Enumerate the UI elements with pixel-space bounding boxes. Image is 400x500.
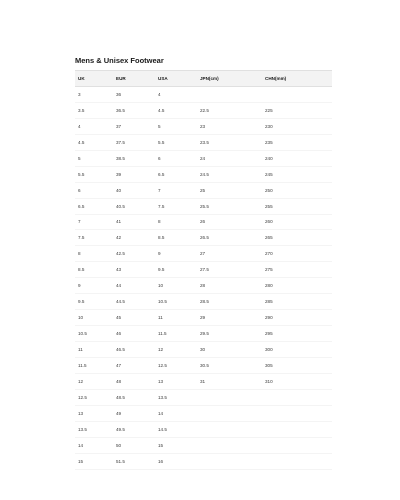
header-eur: EUR xyxy=(113,71,155,87)
cell-jpn: 31 xyxy=(197,373,262,389)
cell-eur: 40.5 xyxy=(113,198,155,214)
cell-uk: 9 xyxy=(75,278,113,294)
cell-jpn: 25 xyxy=(197,182,262,198)
cell-uk: 8 xyxy=(75,246,113,262)
header-jpn: JPN(cm) xyxy=(197,71,262,87)
cell-eur: 42 xyxy=(113,230,155,246)
cell-eur: 47 xyxy=(113,357,155,373)
cell-chn xyxy=(262,437,332,453)
cell-usa: 13.5 xyxy=(155,389,197,405)
cell-chn: 275 xyxy=(262,262,332,278)
cell-jpn xyxy=(197,389,262,405)
header-usa: USA xyxy=(155,71,197,87)
cell-uk: 11.5 xyxy=(75,357,113,373)
cell-eur: 41 xyxy=(113,214,155,230)
size-chart-title: Mens & Unisex Footwear xyxy=(75,56,164,65)
table-row xyxy=(75,230,332,246)
table-row xyxy=(75,246,332,262)
cell-usa: 5 xyxy=(155,118,197,134)
table-row xyxy=(75,453,332,469)
cell-chn: 285 xyxy=(262,294,332,310)
cell-uk: 5.5 xyxy=(75,166,113,182)
cell-usa: 11.5 xyxy=(155,326,197,342)
cell-chn: 280 xyxy=(262,278,332,294)
table-row xyxy=(75,342,332,358)
cell-jpn: 27 xyxy=(197,246,262,262)
cell-uk: 7 xyxy=(75,214,113,230)
table-row xyxy=(75,437,332,453)
cell-jpn: 30 xyxy=(197,342,262,358)
cell-eur: 48 xyxy=(113,373,155,389)
cell-eur: 39 xyxy=(113,166,155,182)
cell-chn: 245 xyxy=(262,166,332,182)
table-row xyxy=(75,326,332,342)
cell-chn: 300 xyxy=(262,342,332,358)
table-row xyxy=(75,310,332,326)
cell-jpn xyxy=(197,405,262,421)
table-row xyxy=(75,357,332,373)
cell-chn: 255 xyxy=(262,198,332,214)
header-row xyxy=(75,71,332,87)
cell-usa: 13 xyxy=(155,373,197,389)
cell-usa: 10 xyxy=(155,278,197,294)
cell-jpn: 23 xyxy=(197,118,262,134)
cell-eur: 49.5 xyxy=(113,421,155,437)
cell-jpn: 26.5 xyxy=(197,230,262,246)
cell-eur: 46 xyxy=(113,326,155,342)
table-row xyxy=(75,278,332,294)
cell-jpn: 28 xyxy=(197,278,262,294)
cell-usa: 9 xyxy=(155,246,197,262)
cell-usa: 9.5 xyxy=(155,262,197,278)
cell-chn: 290 xyxy=(262,310,332,326)
cell-eur: 36 xyxy=(113,87,155,103)
cell-usa: 5.5 xyxy=(155,134,197,150)
cell-chn: 310 xyxy=(262,373,332,389)
cell-chn xyxy=(262,405,332,421)
cell-usa: 8 xyxy=(155,214,197,230)
cell-jpn xyxy=(197,87,262,103)
table-row xyxy=(75,214,332,230)
cell-jpn: 26 xyxy=(197,214,262,230)
cell-chn xyxy=(262,421,332,437)
size-chart xyxy=(75,55,332,470)
table-row xyxy=(75,118,332,134)
cell-eur: 42.5 xyxy=(113,246,155,262)
cell-usa: 7 xyxy=(155,182,197,198)
cell-usa: 7.5 xyxy=(155,198,197,214)
cell-uk: 6 xyxy=(75,182,113,198)
cell-uk: 9.5 xyxy=(75,294,113,310)
header-chn: CHN(mm) xyxy=(262,71,332,87)
cell-usa: 16 xyxy=(155,453,197,469)
table-row xyxy=(75,150,332,166)
size-table xyxy=(75,70,332,470)
table-row xyxy=(75,373,332,389)
cell-jpn: 24 xyxy=(197,150,262,166)
cell-chn: 265 xyxy=(262,230,332,246)
cell-chn: 230 xyxy=(262,118,332,134)
size-table-header xyxy=(75,71,332,87)
cell-chn: 295 xyxy=(262,326,332,342)
cell-uk: 8.5 xyxy=(75,262,113,278)
cell-usa: 12.5 xyxy=(155,357,197,373)
cell-usa: 12 xyxy=(155,342,197,358)
cell-chn: 270 xyxy=(262,246,332,262)
cell-eur: 38.5 xyxy=(113,150,155,166)
cell-uk: 15 xyxy=(75,453,113,469)
table-row xyxy=(75,87,332,103)
size-table-body xyxy=(75,87,332,470)
table-row xyxy=(75,182,332,198)
cell-jpn: 23.5 xyxy=(197,134,262,150)
cell-usa: 4.5 xyxy=(155,102,197,118)
cell-jpn xyxy=(197,421,262,437)
cell-jpn xyxy=(197,453,262,469)
cell-uk: 12 xyxy=(75,373,113,389)
cell-jpn: 27.5 xyxy=(197,262,262,278)
cell-jpn xyxy=(197,437,262,453)
table-row xyxy=(75,389,332,405)
cell-eur: 43 xyxy=(113,262,155,278)
cell-jpn: 25.5 xyxy=(197,198,262,214)
cell-uk: 4 xyxy=(75,118,113,134)
cell-chn: 240 xyxy=(262,150,332,166)
cell-jpn: 30.5 xyxy=(197,357,262,373)
cell-uk: 14 xyxy=(75,437,113,453)
table-row xyxy=(75,405,332,421)
cell-usa: 15 xyxy=(155,437,197,453)
cell-usa: 6 xyxy=(155,150,197,166)
cell-uk: 4.5 xyxy=(75,134,113,150)
cell-eur: 49 xyxy=(113,405,155,421)
cell-uk: 3 xyxy=(75,87,113,103)
cell-chn: 260 xyxy=(262,214,332,230)
cell-chn: 305 xyxy=(262,357,332,373)
cell-chn xyxy=(262,389,332,405)
cell-jpn: 29 xyxy=(197,310,262,326)
cell-uk: 7.5 xyxy=(75,230,113,246)
cell-uk: 13.5 xyxy=(75,421,113,437)
cell-uk: 3.5 xyxy=(75,102,113,118)
table-row xyxy=(75,294,332,310)
cell-jpn: 29.5 xyxy=(197,326,262,342)
cell-eur: 37.5 xyxy=(113,134,155,150)
cell-chn: 235 xyxy=(262,134,332,150)
cell-eur: 44 xyxy=(113,278,155,294)
cell-uk: 13 xyxy=(75,405,113,421)
cell-jpn: 24.5 xyxy=(197,166,262,182)
table-row xyxy=(75,262,332,278)
cell-eur: 50 xyxy=(113,437,155,453)
cell-usa: 6.5 xyxy=(155,166,197,182)
cell-chn xyxy=(262,453,332,469)
table-row xyxy=(75,166,332,182)
cell-usa: 10.5 xyxy=(155,294,197,310)
cell-eur: 44.5 xyxy=(113,294,155,310)
cell-uk: 11 xyxy=(75,342,113,358)
cell-chn: 250 xyxy=(262,182,332,198)
cell-uk: 6.5 xyxy=(75,198,113,214)
cell-eur: 46.5 xyxy=(113,342,155,358)
cell-eur: 51.5 xyxy=(113,453,155,469)
cell-chn: 225 xyxy=(262,102,332,118)
table-row xyxy=(75,421,332,437)
cell-uk: 10.5 xyxy=(75,326,113,342)
cell-usa: 8.5 xyxy=(155,230,197,246)
cell-chn xyxy=(262,87,332,103)
cell-eur: 37 xyxy=(113,118,155,134)
cell-jpn: 22.5 xyxy=(197,102,262,118)
cell-uk: 12.5 xyxy=(75,389,113,405)
cell-usa: 4 xyxy=(155,87,197,103)
table-row xyxy=(75,102,332,118)
cell-uk: 5 xyxy=(75,150,113,166)
cell-usa: 14.5 xyxy=(155,421,197,437)
cell-eur: 48.5 xyxy=(113,389,155,405)
table-row xyxy=(75,198,332,214)
cell-usa: 11 xyxy=(155,310,197,326)
cell-uk: 10 xyxy=(75,310,113,326)
cell-eur: 45 xyxy=(113,310,155,326)
table-row xyxy=(75,134,332,150)
header-uk: UK xyxy=(75,71,113,87)
cell-jpn: 28.5 xyxy=(197,294,262,310)
cell-usa: 14 xyxy=(155,405,197,421)
cell-eur: 36.5 xyxy=(113,102,155,118)
cell-eur: 40 xyxy=(113,182,155,198)
